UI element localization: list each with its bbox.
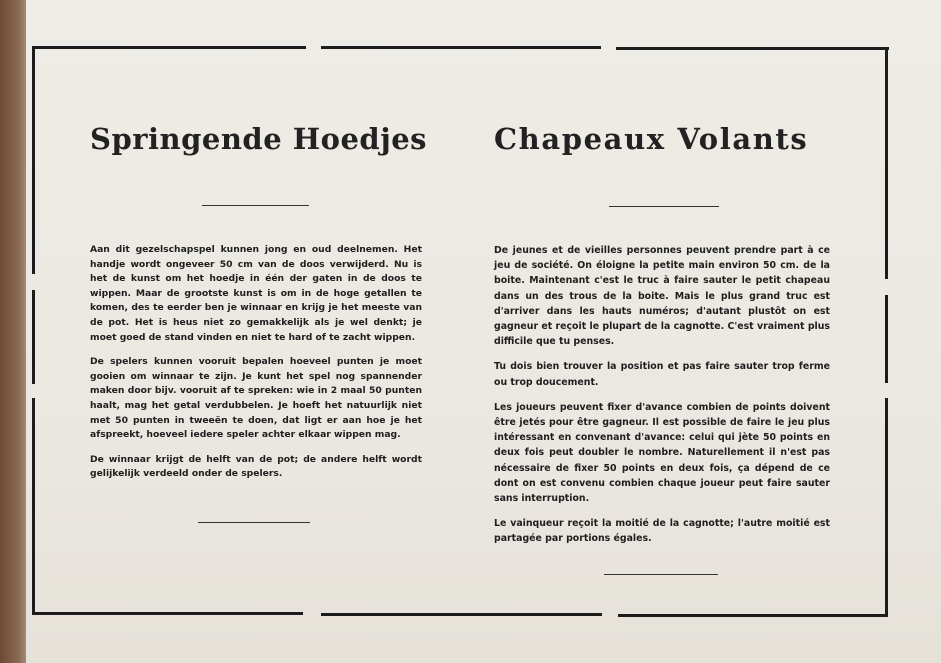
french-paragraph: Les joueurs peuvent fixer d'avance combien de points doivent être jetés pour être gagneur. Il est possible de faire le jeu plus intéressant en convenant d'avance: celui qui jète 50 points en deux fois peut doubler le nombre. Naturellement il n'est pas nécessaire de fixer 50 points en deux fois, ça dépend de ce dont on est convenu combien chaque joueur peut faire sauter sans interruption.: [494, 401, 830, 505]
closing-rule: [604, 574, 718, 575]
frame-right-segment: [885, 398, 888, 617]
closing-rule: [198, 522, 310, 523]
frame-right-segment: [885, 47, 888, 279]
french-paragraph: Le vainqueur reçoit la moitié de la cagnotte; l'autre moitié est partagée par portions égales.: [494, 518, 830, 545]
french-paragraph: De jeunes et de vieilles personnes peuvent prendre part à ce jeu de société. On éloigne la petite main environ 50 cm. de la boite. Maintenant c'est le truc à faire sauter le petit chapeau dans un des trous de la boite. Mais le plus grand truc est d'arriver dans les hauts numéros; d'autant plustôt on est gagneur et reçoit le plupart de la cagnotte. C'est vraiment plus difficile que tu penses.: [494, 245, 830, 348]
frame-left-segment: [32, 398, 35, 615]
frame-left-segment: [32, 46, 35, 274]
dutch-title: Springende Hoedjes: [90, 122, 427, 156]
french-paragraph: Tu dois bien trouver la position et pas faire sauter trop ferme ou trop doucement.: [494, 361, 830, 388]
dutch-paragraph: De spelers kunnen vooruit bepalen hoeveel punten je moet gooien om winnaar te zijn. Je kunt het spel nog spannender maken door bijv. vooruit af te spreken: wie in 2 maal 50 punten haalt, mag het getal verdubbelen. Je hoeft het natuurlijk niet met 50 punten in tweeën te doen, dat ligt er aan hoe je het afspreekt, hoeveel iedere speler achter elkaar wippen mag.: [90, 356, 422, 441]
dutch-paragraph: De winnaar krijgt de helft van de pot; de andere helft wordt gelijkelijk verdeeld onder de spelers.: [90, 453, 422, 480]
dutch-body: [90, 243, 422, 492]
dutch-column: [90, 0, 427, 663]
title-underline: [609, 206, 719, 207]
frame-left-segment: [32, 290, 35, 384]
french-title: Chapeaux Volants: [494, 122, 809, 156]
french-column: [494, 0, 830, 663]
title-underline: [202, 205, 309, 206]
frame-right-segment: [885, 295, 888, 383]
french-body: [494, 243, 830, 557]
dutch-paragraph: Aan dit gezelschapspel kunnen jong en oud deelnemen. Het handje wordt ongeveer 50 cm van de doos verwijderd. Nu is het de kunst om het hoedje in één der gaten in de doos te wippen. Maar de grootste kunst is om in de hoge getallen te komen, des te eerder ben je winnaar en krijg je het meeste van de pot. Het is heus niet zo gemakkelijk als je wel denkt; je moet goed de stand vinden en niet te hard of te zacht wippen.: [90, 244, 422, 343]
